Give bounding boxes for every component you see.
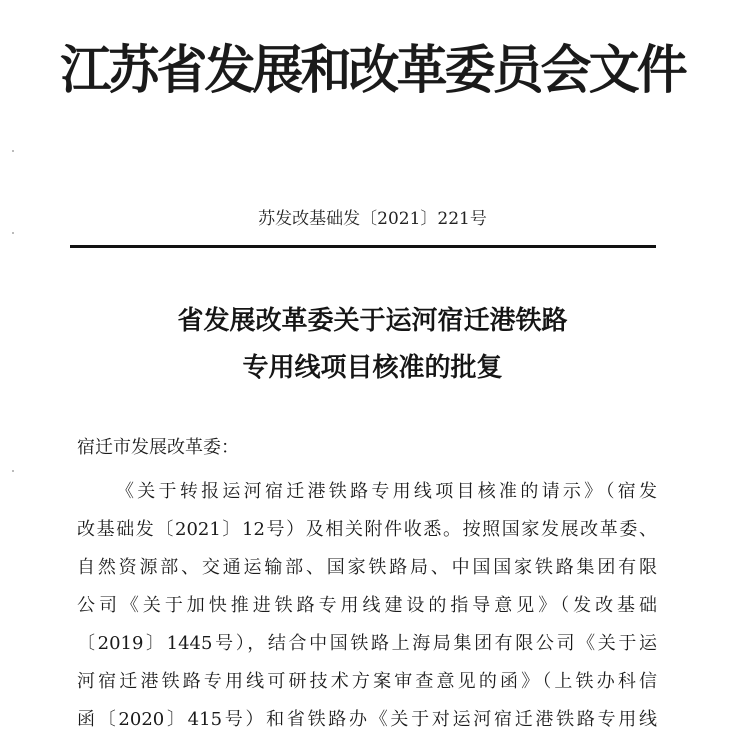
scan-speck xyxy=(12,232,14,234)
body-paragraph-line: 自然资源部、交通运输部、国家铁路局、中国国家铁路集团有限 xyxy=(77,557,657,578)
body-paragraph-line: 改基础发〔2021〕12号）及相关附件收悉。按照国家发展改革委、 xyxy=(77,519,657,540)
document-title-line-2: 专用线项目核准的批复 xyxy=(242,353,503,383)
document-title-line-1: 省发展改革委关于运河宿迁港铁路 xyxy=(177,306,568,336)
body-paragraph-line: 公司《关于加快推进铁路专用线建设的指导意见》（发改基础 xyxy=(77,595,657,616)
addressee: 宿迁市发展改革委： xyxy=(77,437,239,458)
body-paragraph-line: 《关于转报运河宿迁港铁路专用线项目核准的请示》（宿发 xyxy=(116,481,657,502)
scan-speck xyxy=(12,150,14,152)
scan-speck xyxy=(12,470,14,472)
document-header-title: 江苏省发展和改革委员会文件 xyxy=(60,40,685,101)
header-divider xyxy=(70,245,656,248)
document-number: 苏发改基础发〔2021〕221号 xyxy=(258,209,487,229)
body-paragraph-line: 河宿迁港铁路专用线可研技术方案审查意见的函》（上铁办科信 xyxy=(77,671,657,692)
body-paragraph-line: 〔2019〕1445号），结合中国铁路上海局集团有限公司《关于运 xyxy=(77,633,657,654)
body-paragraph-line: 函〔2020〕415号）和省铁路办《关于对运河宿迁港铁路专用线 xyxy=(77,709,657,730)
